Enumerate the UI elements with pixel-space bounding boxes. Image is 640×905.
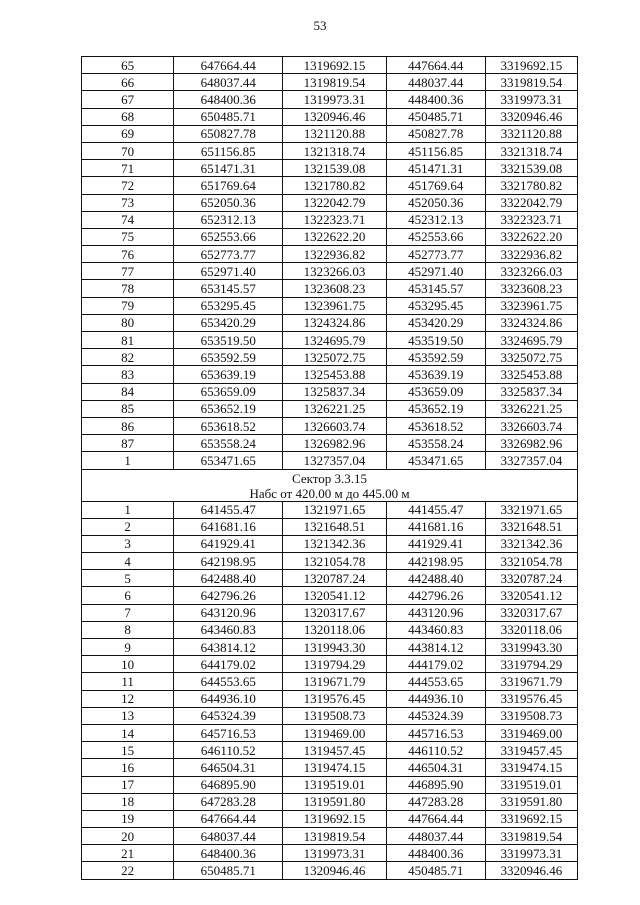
table-row xyxy=(82,366,578,383)
coord-y2-cell: 3321120.88 xyxy=(485,125,577,142)
coord-x-cell: 643814.12 xyxy=(174,639,283,656)
point-number-cell: 80 xyxy=(82,314,174,331)
coord-y2-cell: 3319692.15 xyxy=(485,810,577,827)
point-number-cell: 3 xyxy=(82,535,174,552)
table-row xyxy=(82,828,578,845)
coord-x-cell: 648037.44 xyxy=(174,828,283,845)
coord-x-cell: 652773.77 xyxy=(174,246,283,263)
coord-x-cell: 650485.71 xyxy=(174,862,283,879)
coord-y2-cell: 3323266.03 xyxy=(485,263,577,280)
coord-x2-cell: 447664.44 xyxy=(386,57,485,74)
point-number-cell: 12 xyxy=(82,690,174,707)
coord-y2-cell: 3319469.00 xyxy=(485,724,577,741)
coord-y-cell: 1326603.74 xyxy=(283,417,386,434)
coord-y-cell: 1319794.29 xyxy=(283,656,386,673)
coord-x2-cell: 452971.40 xyxy=(386,263,485,280)
table-row xyxy=(82,707,578,724)
sector-header xyxy=(82,469,578,501)
coord-x-cell: 653420.29 xyxy=(174,314,283,331)
coord-x-cell: 648400.36 xyxy=(174,845,283,862)
coord-y-cell: 1326982.96 xyxy=(283,435,386,452)
coord-x2-cell: 443814.12 xyxy=(386,639,485,656)
table-body-top xyxy=(82,57,578,470)
table-row xyxy=(82,125,578,142)
point-number-cell: 85 xyxy=(82,400,174,417)
coord-y-cell: 1320787.24 xyxy=(283,570,386,587)
point-number-cell: 72 xyxy=(82,177,174,194)
coord-y2-cell: 3325072.75 xyxy=(485,349,577,366)
coord-x-cell: 643120.96 xyxy=(174,604,283,621)
coord-x-cell: 642488.40 xyxy=(174,570,283,587)
sector-header-cell xyxy=(82,469,578,501)
table-row xyxy=(82,194,578,211)
coord-y-cell: 1319519.01 xyxy=(283,776,386,793)
coord-y2-cell: 3319508.73 xyxy=(485,707,577,724)
coord-y2-cell: 3319794.29 xyxy=(485,656,577,673)
table-row xyxy=(82,501,578,518)
point-number-cell: 19 xyxy=(82,810,174,827)
table-row xyxy=(82,862,578,879)
coord-x2-cell: 448400.36 xyxy=(386,845,485,862)
point-number-cell: 4 xyxy=(82,553,174,570)
coord-y2-cell: 3321539.08 xyxy=(485,160,577,177)
coord-y2-cell: 3321648.51 xyxy=(485,518,577,535)
coord-x2-cell: 441929.41 xyxy=(386,535,485,552)
coord-y-cell: 1319973.31 xyxy=(283,845,386,862)
coord-x2-cell: 444553.65 xyxy=(386,673,485,690)
coord-x2-cell: 445716.53 xyxy=(386,724,485,741)
coord-y-cell: 1320118.06 xyxy=(283,621,386,638)
coord-x-cell: 642796.26 xyxy=(174,587,283,604)
coord-x-cell: 646110.52 xyxy=(174,742,283,759)
point-number-cell: 73 xyxy=(82,194,174,211)
coord-y2-cell: 3319519.01 xyxy=(485,776,577,793)
table-row xyxy=(82,160,578,177)
coord-y-cell: 1319671.79 xyxy=(283,673,386,690)
coord-x-cell: 653618.52 xyxy=(174,417,283,434)
point-number-cell: 10 xyxy=(82,656,174,673)
point-number-cell: 82 xyxy=(82,349,174,366)
coord-y-cell: 1321780.82 xyxy=(283,177,386,194)
point-number-cell: 65 xyxy=(82,57,174,74)
coord-y-cell: 1324324.86 xyxy=(283,314,386,331)
coord-x2-cell: 452553.66 xyxy=(386,228,485,245)
point-number-cell: 18 xyxy=(82,793,174,810)
coord-y2-cell: 3319819.54 xyxy=(485,828,577,845)
coord-y-cell: 1319943.30 xyxy=(283,639,386,656)
table-row xyxy=(82,400,578,417)
coord-y-cell: 1322042.79 xyxy=(283,194,386,211)
coord-x2-cell: 451471.31 xyxy=(386,160,485,177)
coord-x2-cell: 453618.52 xyxy=(386,417,485,434)
table-row xyxy=(82,776,578,793)
point-number-cell: 87 xyxy=(82,435,174,452)
coord-x2-cell: 446110.52 xyxy=(386,742,485,759)
coord-y-cell: 1321648.51 xyxy=(283,518,386,535)
coord-x-cell: 644179.02 xyxy=(174,656,283,673)
coord-x2-cell: 452050.36 xyxy=(386,194,485,211)
coord-y-cell: 1325453.88 xyxy=(283,366,386,383)
coord-x2-cell: 453652.19 xyxy=(386,400,485,417)
coord-y-cell: 1325837.34 xyxy=(283,383,386,400)
coord-y-cell: 1321120.88 xyxy=(283,125,386,142)
point-number-cell: 11 xyxy=(82,673,174,690)
coord-x2-cell: 453295.45 xyxy=(386,297,485,314)
coord-x2-cell: 446504.31 xyxy=(386,759,485,776)
coord-x-cell: 647664.44 xyxy=(174,810,283,827)
coord-y-cell: 1320541.12 xyxy=(283,587,386,604)
sector-title: Сектор 3.3.15 xyxy=(291,470,367,486)
coord-x-cell: 641455.47 xyxy=(174,501,283,518)
point-number-cell: 67 xyxy=(82,91,174,108)
coord-y2-cell: 3321971.65 xyxy=(485,501,577,518)
coord-x-cell: 653652.19 xyxy=(174,400,283,417)
table-row xyxy=(82,142,578,159)
coord-x-cell: 653145.57 xyxy=(174,280,283,297)
coord-y2-cell: 3325453.88 xyxy=(485,366,577,383)
coord-y2-cell: 3322936.82 xyxy=(485,246,577,263)
coord-y-cell: 1322936.82 xyxy=(283,246,386,263)
coord-y2-cell: 3319819.54 xyxy=(485,74,577,91)
coord-x-cell: 646895.90 xyxy=(174,776,283,793)
coord-y-cell: 1320946.46 xyxy=(283,108,386,125)
coord-y-cell: 1319692.15 xyxy=(283,57,386,74)
coord-x-cell: 641929.41 xyxy=(174,535,283,552)
table-row xyxy=(82,656,578,673)
table-row xyxy=(82,211,578,228)
coord-x2-cell: 453592.59 xyxy=(386,349,485,366)
table-row xyxy=(82,639,578,656)
coord-y-cell: 1322323.71 xyxy=(283,211,386,228)
point-number-cell: 70 xyxy=(82,142,174,159)
coord-y2-cell: 3323608.23 xyxy=(485,280,577,297)
table-row xyxy=(82,57,578,74)
coord-y2-cell: 3323961.75 xyxy=(485,297,577,314)
coord-x-cell: 653659.09 xyxy=(174,383,283,400)
coord-y-cell: 1321971.65 xyxy=(283,501,386,518)
coord-y2-cell: 3321318.74 xyxy=(485,142,577,159)
table-row xyxy=(82,621,578,638)
coord-x2-cell: 448400.36 xyxy=(386,91,485,108)
coord-x2-cell: 442488.40 xyxy=(386,570,485,587)
coord-x2-cell: 453420.29 xyxy=(386,314,485,331)
coord-y-cell: 1319591.80 xyxy=(283,793,386,810)
coord-x2-cell: 447283.28 xyxy=(386,793,485,810)
table-row xyxy=(82,91,578,108)
coord-y2-cell: 3320541.12 xyxy=(485,587,577,604)
point-number-cell: 77 xyxy=(82,263,174,280)
coord-x-cell: 645324.39 xyxy=(174,707,283,724)
point-number-cell: 84 xyxy=(82,383,174,400)
coord-x-cell: 648400.36 xyxy=(174,91,283,108)
point-number-cell: 7 xyxy=(82,604,174,621)
table-row xyxy=(82,535,578,552)
coord-x2-cell: 452773.77 xyxy=(386,246,485,263)
point-number-cell: 79 xyxy=(82,297,174,314)
coord-x-cell: 653592.59 xyxy=(174,349,283,366)
point-number-cell: 14 xyxy=(82,724,174,741)
coord-y2-cell: 3326221.25 xyxy=(485,400,577,417)
coord-x2-cell: 451769.64 xyxy=(386,177,485,194)
point-number-cell: 71 xyxy=(82,160,174,177)
point-number-cell: 6 xyxy=(82,587,174,604)
coord-y2-cell: 3327357.04 xyxy=(485,452,577,469)
coordinates-table xyxy=(81,56,578,880)
coord-x-cell: 644936.10 xyxy=(174,690,283,707)
coord-x-cell: 653295.45 xyxy=(174,297,283,314)
coord-y-cell: 1323608.23 xyxy=(283,280,386,297)
table-row xyxy=(82,417,578,434)
coord-x2-cell: 445324.39 xyxy=(386,707,485,724)
coord-x-cell: 644553.65 xyxy=(174,673,283,690)
coord-x2-cell: 448037.44 xyxy=(386,828,485,845)
table-row xyxy=(82,724,578,741)
point-number-cell: 16 xyxy=(82,759,174,776)
point-number-cell: 86 xyxy=(82,417,174,434)
coord-x-cell: 650827.78 xyxy=(174,125,283,142)
coord-x2-cell: 453471.65 xyxy=(386,452,485,469)
coord-y2-cell: 3319576.45 xyxy=(485,690,577,707)
point-number-cell: 13 xyxy=(82,707,174,724)
coord-y2-cell: 3321342.36 xyxy=(485,535,577,552)
coord-y2-cell: 3319474.15 xyxy=(485,759,577,776)
point-number-cell: 1 xyxy=(82,501,174,518)
table-row xyxy=(82,246,578,263)
coord-x-cell: 652050.36 xyxy=(174,194,283,211)
coord-x2-cell: 447664.44 xyxy=(386,810,485,827)
coord-x2-cell: 448037.44 xyxy=(386,74,485,91)
coord-x2-cell: 443120.96 xyxy=(386,604,485,621)
coord-x2-cell: 446895.90 xyxy=(386,776,485,793)
coord-y-cell: 1325072.75 xyxy=(283,349,386,366)
table-row xyxy=(82,518,578,535)
coord-y-cell: 1319474.15 xyxy=(283,759,386,776)
coord-y2-cell: 3320946.46 xyxy=(485,862,577,879)
point-number-cell: 75 xyxy=(82,228,174,245)
table-row xyxy=(82,810,578,827)
coord-x2-cell: 442796.26 xyxy=(386,587,485,604)
table-row xyxy=(82,452,578,469)
table-row xyxy=(82,263,578,280)
coord-y-cell: 1319469.00 xyxy=(283,724,386,741)
sector-header-row xyxy=(82,469,578,501)
table-row xyxy=(82,604,578,621)
coord-y2-cell: 3320118.06 xyxy=(485,621,577,638)
coord-x2-cell: 453145.57 xyxy=(386,280,485,297)
coord-x-cell: 651471.31 xyxy=(174,160,283,177)
point-number-cell: 76 xyxy=(82,246,174,263)
point-number-cell: 15 xyxy=(82,742,174,759)
coord-y2-cell: 3321780.82 xyxy=(485,177,577,194)
point-number-cell: 1 xyxy=(82,452,174,469)
table-row xyxy=(82,690,578,707)
point-number-cell: 8 xyxy=(82,621,174,638)
coord-x2-cell: 453519.50 xyxy=(386,332,485,349)
coord-x-cell: 650485.71 xyxy=(174,108,283,125)
coord-y2-cell: 3324695.79 xyxy=(485,332,577,349)
point-number-cell: 78 xyxy=(82,280,174,297)
coord-y-cell: 1319973.31 xyxy=(283,91,386,108)
coord-y-cell: 1324695.79 xyxy=(283,332,386,349)
coord-x-cell: 645716.53 xyxy=(174,724,283,741)
coord-y-cell: 1323266.03 xyxy=(283,263,386,280)
coord-y-cell: 1319819.54 xyxy=(283,828,386,845)
point-number-cell: 20 xyxy=(82,828,174,845)
coord-y-cell: 1321342.36 xyxy=(283,535,386,552)
coord-y-cell: 1327357.04 xyxy=(283,452,386,469)
coord-x2-cell: 450485.71 xyxy=(386,108,485,125)
coord-x-cell: 647664.44 xyxy=(174,57,283,74)
point-number-cell: 68 xyxy=(82,108,174,125)
coord-y-cell: 1321318.74 xyxy=(283,142,386,159)
coord-y2-cell: 3319671.79 xyxy=(485,673,577,690)
coord-x2-cell: 450485.71 xyxy=(386,862,485,879)
coord-y2-cell: 3322323.71 xyxy=(485,211,577,228)
coord-y2-cell: 3325837.34 xyxy=(485,383,577,400)
coord-y-cell: 1319576.45 xyxy=(283,690,386,707)
coord-x-cell: 652312.13 xyxy=(174,211,283,228)
point-number-cell: 66 xyxy=(82,74,174,91)
coord-y2-cell: 3322622.20 xyxy=(485,228,577,245)
point-number-cell: 22 xyxy=(82,862,174,879)
point-number-cell: 69 xyxy=(82,125,174,142)
table-row xyxy=(82,280,578,297)
coord-y2-cell: 3322042.79 xyxy=(485,194,577,211)
coord-y-cell: 1322622.20 xyxy=(283,228,386,245)
table-row xyxy=(82,383,578,400)
coord-y-cell: 1321539.08 xyxy=(283,160,386,177)
table-row xyxy=(82,673,578,690)
table-row xyxy=(82,587,578,604)
table-row xyxy=(82,553,578,570)
point-number-cell: 81 xyxy=(82,332,174,349)
coord-x2-cell: 451156.85 xyxy=(386,142,485,159)
point-number-cell: 5 xyxy=(82,570,174,587)
coord-y2-cell: 3324324.86 xyxy=(485,314,577,331)
coord-x2-cell: 444936.10 xyxy=(386,690,485,707)
coord-x-cell: 647283.28 xyxy=(174,793,283,810)
table-row xyxy=(82,742,578,759)
coord-x-cell: 651769.64 xyxy=(174,177,283,194)
page-number: 53 xyxy=(313,18,327,33)
point-number-cell: 17 xyxy=(82,776,174,793)
coord-x-cell: 653471.65 xyxy=(174,452,283,469)
coord-x-cell: 641681.16 xyxy=(174,518,283,535)
coord-y-cell: 1321054.78 xyxy=(283,553,386,570)
coord-y2-cell: 3326982.96 xyxy=(485,435,577,452)
coord-x-cell: 653639.19 xyxy=(174,366,283,383)
coord-y2-cell: 3321054.78 xyxy=(485,553,577,570)
coord-y-cell: 1320317.67 xyxy=(283,604,386,621)
coord-y-cell: 1319508.73 xyxy=(283,707,386,724)
coord-y-cell: 1319692.15 xyxy=(283,810,386,827)
coord-y2-cell: 3319692.15 xyxy=(485,57,577,74)
coord-y2-cell: 3326603.74 xyxy=(485,417,577,434)
point-number-cell: 21 xyxy=(82,845,174,862)
table-row xyxy=(82,177,578,194)
coord-x2-cell: 442198.95 xyxy=(386,553,485,570)
coord-x2-cell: 453639.19 xyxy=(386,366,485,383)
table-row xyxy=(82,759,578,776)
coord-y2-cell: 3319973.31 xyxy=(485,91,577,108)
table-row xyxy=(82,297,578,314)
coord-x2-cell: 444179.02 xyxy=(386,656,485,673)
table-row xyxy=(82,845,578,862)
point-number-cell: 9 xyxy=(82,639,174,656)
coord-x2-cell: 441455.47 xyxy=(386,501,485,518)
coord-x2-cell: 443460.83 xyxy=(386,621,485,638)
point-number-cell: 74 xyxy=(82,211,174,228)
coord-y-cell: 1320946.46 xyxy=(283,862,386,879)
table-row xyxy=(82,74,578,91)
coord-x-cell: 646504.31 xyxy=(174,759,283,776)
table-row xyxy=(82,228,578,245)
coord-x2-cell: 450827.78 xyxy=(386,125,485,142)
coord-x-cell: 648037.44 xyxy=(174,74,283,91)
table-row xyxy=(82,108,578,125)
table-row xyxy=(82,435,578,452)
table-row xyxy=(82,349,578,366)
coord-x-cell: 643460.83 xyxy=(174,621,283,638)
coord-x2-cell: 452312.13 xyxy=(386,211,485,228)
coord-y-cell: 1326221.25 xyxy=(283,400,386,417)
coord-y2-cell: 3319591.80 xyxy=(485,793,577,810)
sector-subtitle: Набс от 420.00 м до 445.00 м xyxy=(249,485,410,501)
coord-y-cell: 1319457.45 xyxy=(283,742,386,759)
coord-y2-cell: 3320317.67 xyxy=(485,604,577,621)
coord-x-cell: 642198.95 xyxy=(174,553,283,570)
table-row xyxy=(82,314,578,331)
coord-x-cell: 651156.85 xyxy=(174,142,283,159)
coord-x2-cell: 453558.24 xyxy=(386,435,485,452)
coord-x2-cell: 453659.09 xyxy=(386,383,485,400)
point-number-cell: 83 xyxy=(82,366,174,383)
point-number-cell: 2 xyxy=(82,518,174,535)
coord-x-cell: 653519.50 xyxy=(174,332,283,349)
coord-x-cell: 653558.24 xyxy=(174,435,283,452)
coord-y2-cell: 3319457.45 xyxy=(485,742,577,759)
table-row xyxy=(82,332,578,349)
coord-y2-cell: 3320946.46 xyxy=(485,108,577,125)
coord-x-cell: 652971.40 xyxy=(174,263,283,280)
table-row xyxy=(82,793,578,810)
table-body-bottom xyxy=(82,501,578,879)
coord-x-cell: 652553.66 xyxy=(174,228,283,245)
coord-y-cell: 1319819.54 xyxy=(283,74,386,91)
coord-y2-cell: 3319973.31 xyxy=(485,845,577,862)
table-row xyxy=(82,570,578,587)
coord-y-cell: 1323961.75 xyxy=(283,297,386,314)
coord-x2-cell: 441681.16 xyxy=(386,518,485,535)
coord-y2-cell: 3319943.30 xyxy=(485,639,577,656)
coord-y2-cell: 3320787.24 xyxy=(485,570,577,587)
